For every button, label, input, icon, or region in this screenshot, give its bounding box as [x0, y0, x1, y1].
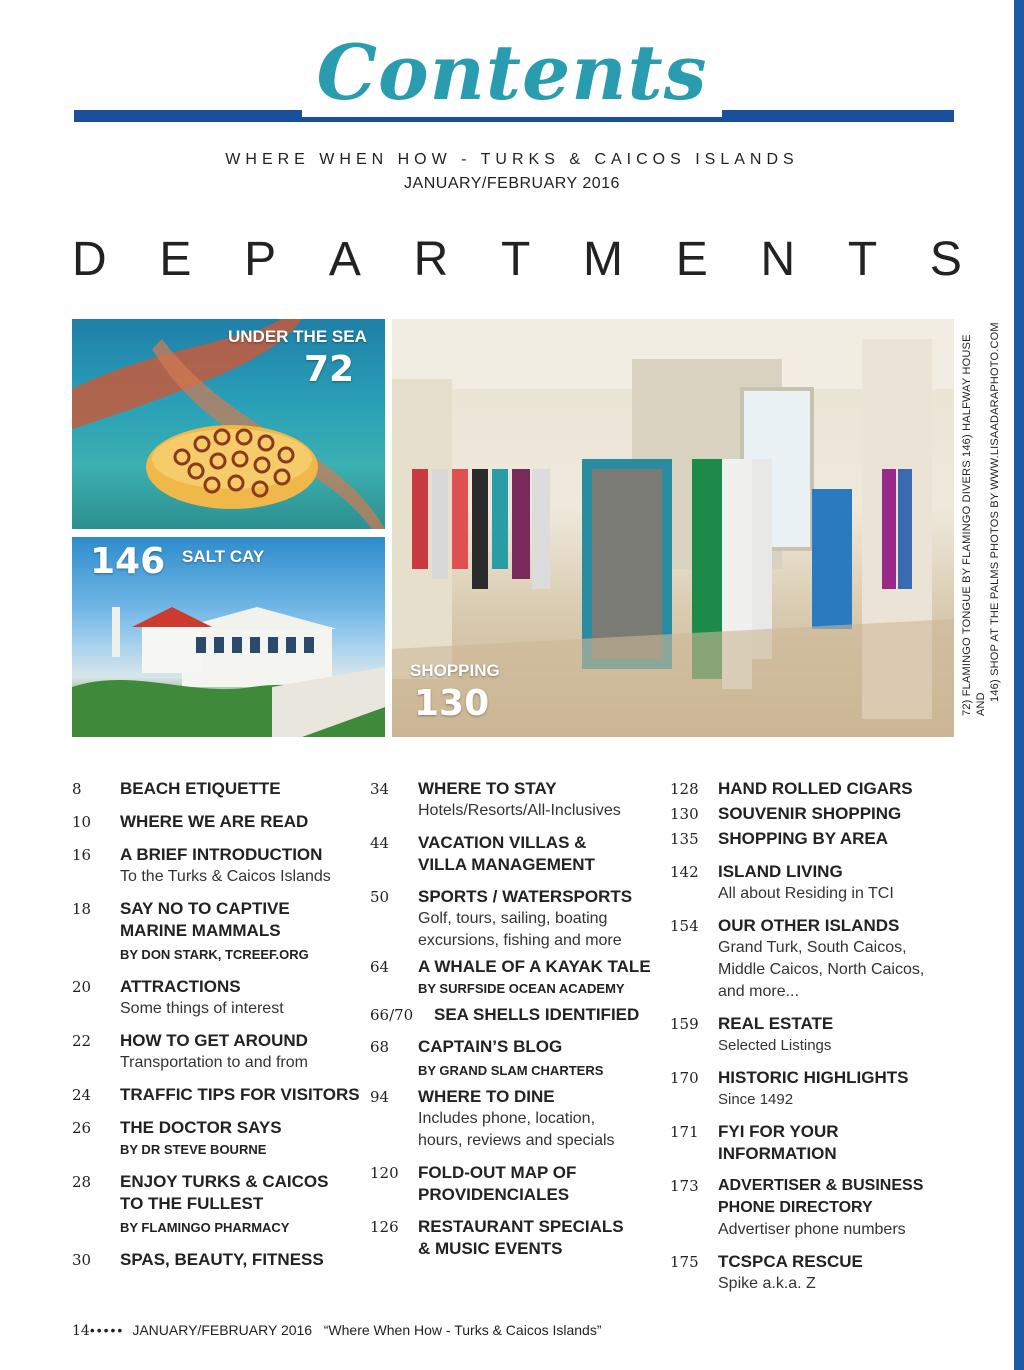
salt-cay-label: SALT CAY: [182, 547, 265, 566]
toc-entry[interactable]: 142 ISLAND LIVING All about Residing in TCI: [670, 862, 894, 902]
toc-column-2: [370, 778, 670, 1260]
footer-issue: JANUARY/FEBRUARY 2016: [132, 1322, 313, 1338]
toc-entry[interactable]: 171 FYI FOR YOUR INFORMATION: [670, 1122, 839, 1163]
footer-publication: “Where When How - Turks & Caicos Islands”: [323, 1322, 602, 1338]
toc-column-3: [670, 778, 960, 1295]
toc-entry[interactable]: 16 A BRIEF INTRODUCTION To the Turks & Caicos Islands: [72, 845, 331, 885]
toc-entry[interactable]: 34 WHERE TO STAY Hotels/Resorts/All-Inclusives: [370, 779, 621, 819]
toc-entry[interactable]: 128 HAND ROLLED CIGARS: [670, 779, 913, 798]
toc-entry[interactable]: 10 WHERE WE ARE READ: [72, 812, 309, 831]
shopping-label: SHOPPING: [410, 661, 500, 680]
toc-entry[interactable]: 24 TRAFFIC TIPS FOR VISITORS: [72, 1085, 360, 1104]
footer-dots: •••••: [89, 1322, 125, 1338]
page-number: 14: [72, 1323, 90, 1339]
toc-entry[interactable]: 175 TCSPCA RESCUE Spike a.k.a. Z: [670, 1252, 863, 1292]
toc-column-1: [72, 778, 362, 1271]
toc-entry[interactable]: 154 OUR OTHER ISLANDS Grand Turk, South Caicos, Middle Caicos, North Caicos, and more...: [670, 916, 925, 1000]
toc-entry[interactable]: 120 FOLD-OUT MAP OF PROVIDENCIALES: [370, 1163, 577, 1204]
toc-entry[interactable]: 68 CAPTAIN’S BLOG BY GRAND SLAM CHARTERS: [370, 1037, 604, 1078]
toc-entry[interactable]: 94 WHERE TO DINE Includes phone, location, hours, reviews and specials: [370, 1087, 615, 1149]
under-the-sea-page: 72: [304, 349, 355, 390]
salt-cay-photo[interactable]: [72, 537, 385, 737]
contents-title: Contents: [0, 28, 1024, 117]
toc-entry[interactable]: 170 HISTORIC HIGHLIGHTS Since 1492: [670, 1068, 909, 1108]
toc-entry[interactable]: 135 SHOPPING BY AREA: [670, 829, 889, 848]
shopping-page: 130: [414, 683, 490, 724]
toc-entry[interactable]: 8 BEACH ETIQUETTE: [72, 779, 281, 798]
issue-date: JANUARY/FEBRUARY 2016: [404, 175, 620, 192]
departments-heading: D E P A R T M E N T S: [72, 233, 962, 286]
under-the-sea-photo[interactable]: [72, 319, 385, 529]
toc-entry[interactable]: 26 THE DOCTOR SAYS BY DR STEVE BOURNE: [72, 1118, 282, 1157]
toc-entry[interactable]: 66/70 SEA SHELLS IDENTIFIED: [370, 1005, 640, 1024]
toc-entry[interactable]: 22 HOW TO GET AROUND Transportation to and from: [72, 1031, 308, 1071]
toc-entry[interactable]: 50 SPORTS / WATERSPORTS Golf, tours, sailing, boating excursions, fishing and more: [370, 887, 633, 949]
publication-subtitle: WHERE WHEN HOW - TURKS & CAICOS ISLANDS: [225, 151, 799, 168]
salt-cay-page: 146: [90, 541, 166, 582]
under-the-sea-label: UNDER THE SEA: [228, 327, 367, 346]
page-edge-strip: [1014, 0, 1024, 1370]
toc-entry[interactable]: 173 ADVERTISER & BUSINESS PHONE DIRECTORY Advertiser phone numbers: [670, 1177, 924, 1238]
page-footer: [72, 1322, 602, 1339]
shopping-photo[interactable]: [392, 319, 954, 737]
toc-entry[interactable]: 64 A WHALE OF A KAYAK TALE BY SURFSIDE OCEAN ACADEMY: [370, 957, 651, 996]
toc-entry[interactable]: 18 SAY NO TO CAPTIVE MARINE MAMMALS BY DON STARK, TCREEF.ORG: [72, 899, 309, 962]
toc-entry[interactable]: 126 RESTAURANT SPECIALS & MUSIC EVENTS: [370, 1217, 624, 1258]
toc-entry[interactable]: 30 SPAS, BEAUTY, FITNESS: [72, 1250, 324, 1269]
toc-entry[interactable]: 28 ENJOY TURKS & CAICOS TO THE FULLEST BY FLAMINGO PHARMACY: [72, 1172, 329, 1235]
toc-entry[interactable]: 130 SOUVENIR SHOPPING: [670, 804, 902, 823]
toc-entry[interactable]: 44 VACATION VILLAS & VILLA MANAGEMENT: [370, 833, 595, 874]
toc-entry[interactable]: 159 REAL ESTATE Selected Listings: [670, 1014, 834, 1054]
photo-credit: 72) FLAMINGO TONGUE BY FLAMINGO DIVERS 146) HALFWAY HOUSE AND 146) SHOP AT THE PALMS PHOTOS BY WWW.LISAADARAPHOTO.COM: [961, 322, 1001, 716]
toc-entry[interactable]: 20 ATTRACTIONS Some things of interest: [72, 977, 284, 1017]
